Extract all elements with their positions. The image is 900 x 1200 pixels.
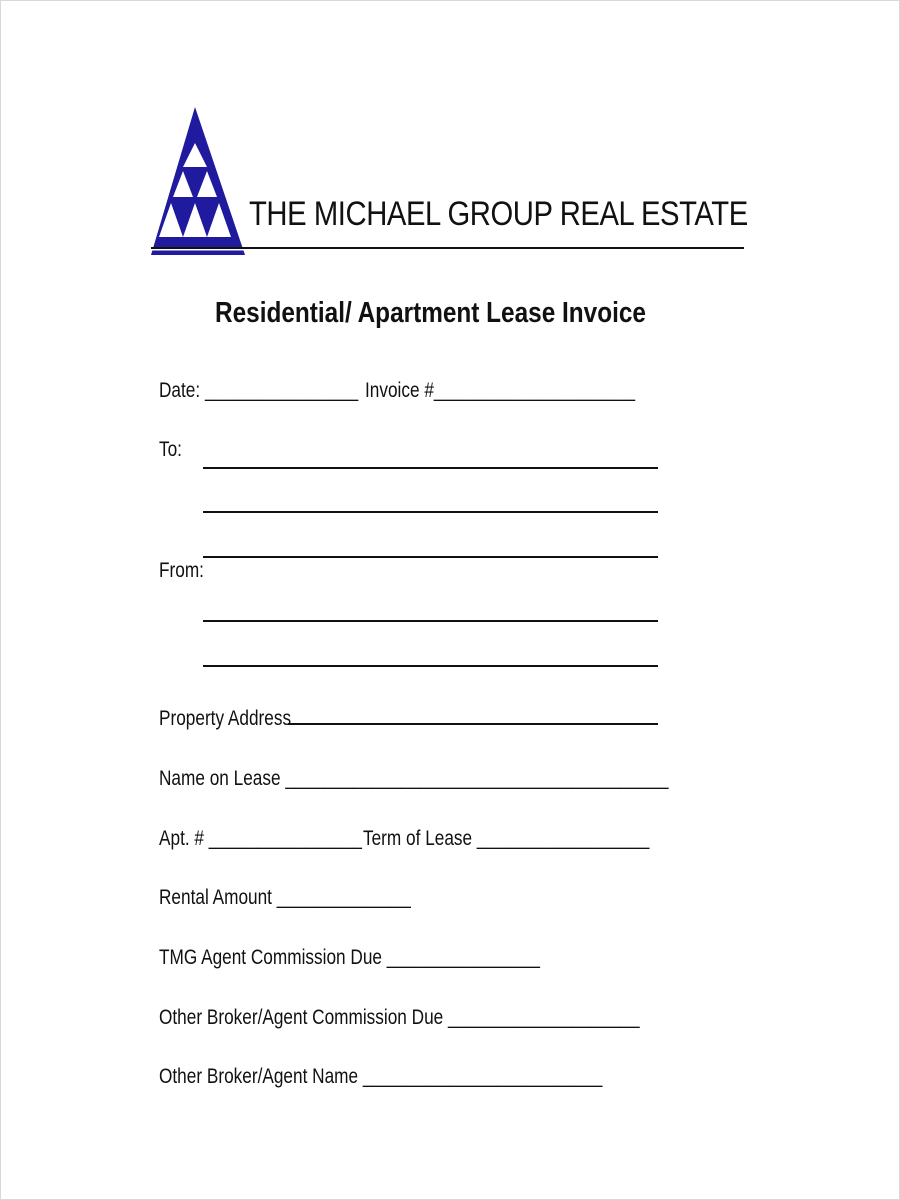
invoice-number-field[interactable]: Invoice #_____________________ xyxy=(365,379,636,402)
to-line-2[interactable] xyxy=(203,511,658,513)
term-of-lease-field[interactable]: Term of Lease __________________ xyxy=(363,827,650,850)
property-address-label: Property Address xyxy=(159,707,292,730)
apt-number-field[interactable]: Apt. # ________________ xyxy=(159,827,363,850)
from-label: From: xyxy=(159,559,204,582)
name-on-lease-field[interactable]: Name on Lease ________________________________________ xyxy=(159,767,669,790)
date-field[interactable]: Date: ________________ xyxy=(159,379,359,402)
company-logo xyxy=(149,105,247,255)
to-line-3[interactable] xyxy=(203,556,658,558)
invoice-title: Residential/ Apartment Lease Invoice xyxy=(215,297,646,329)
from-line-2[interactable] xyxy=(203,665,658,667)
header-rule xyxy=(151,247,744,249)
from-line-1[interactable] xyxy=(203,620,658,622)
rental-amount-field[interactable]: Rental Amount ______________ xyxy=(159,886,411,909)
other-commission-field[interactable]: Other Broker/Agent Commission Due ____________________ xyxy=(159,1006,640,1029)
to-label: To: xyxy=(159,438,182,461)
to-line-1[interactable] xyxy=(203,467,658,469)
property-address-line[interactable] xyxy=(288,723,658,725)
tmg-commission-field[interactable]: TMG Agent Commission Due ________________ xyxy=(159,946,540,969)
company-name: THE MICHAEL GROUP REAL ESTATE xyxy=(249,195,748,233)
other-agent-name-field[interactable]: Other Broker/Agent Name _________________________ xyxy=(159,1065,603,1088)
